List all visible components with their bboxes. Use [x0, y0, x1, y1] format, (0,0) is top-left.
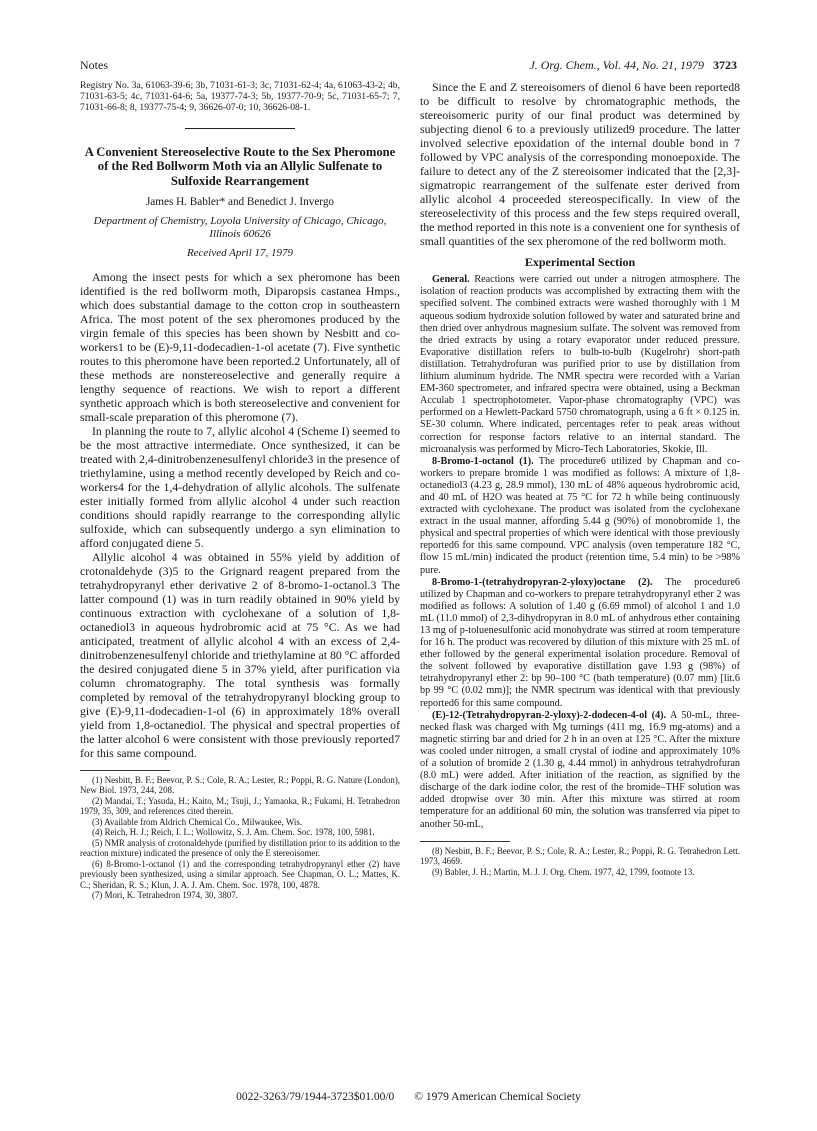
section-divider	[185, 128, 295, 129]
running-header-section: Notes	[80, 58, 108, 72]
footnote: (7) Mori, K. Tetrahedron 1974, 30, 3807.	[92, 890, 238, 901]
footnote-divider	[420, 841, 510, 842]
paragraph-text: The procedure6 utilized by Chapman and co-workers to prepare tetrahydropyranyl ether 2 was modified as follows: A solution of 1.40 g (6.69 mmol) of alcohol 1 and 1.0 mL (11.0 mmol) of 2,3-dihydropyran in 8.0 mL of anhydrous ether containing 13 mg of p-toluenesulfonic acid monohydrate was stirred at room temperature for 16 h. The product was recovered by dilution of this mixture with 25 mL of ether followed by the general experimental isolation procedure. Removal of the solvent followed by evaporative distillation gave 1.93 g (98%) of tetrahydropyranyl ether 2: bp 90–100 °C (bath temperature) (0.07 mm) [lit.6 bp 99 °C (0.02 mm)]; the NMR spectrum was identical with that previously reported6 for this same compound.	[420, 576, 740, 709]
copyright: © 1979 American Chemical Society	[414, 1091, 581, 1103]
experimental-paragraph	[420, 710, 740, 831]
experimental-paragraph	[420, 456, 740, 577]
page-footer	[0, 1091, 817, 1103]
registry-numbers: Registry No. 3a, 61063-39-6; 3b, 71031-61-3; 3c, 71031-62-4; 4a, 61063-43-2; 4b, 71031-63-5; 4c, 71031-64-6; 5a, 19377-74-3; 5b, 19377-70-9; 5c, 71031-65-7; 7, 71031-66-8; 8, 19377-75-4; 9, 36626-07-0; 10, 36626-08-1.	[80, 80, 400, 114]
paragraph-text: A 50-mL, three-necked flask was charged with Mg turnings (411 mg, 16.9 mg-atoms) and a magnetic stirring bar and dried for 2 h in an oven at 125 °C. After the mixture was cooled under nitrogen, a small crystal of iodine and approximately 10% of a solution of bromide 2 (1.30 g, 4.44 mmol) in anhydrous tetrahydrofuran (8.0 mL) were added. After initiation of the reaction, as signified by the discharge of the dark iodine color, the rest of the bromide–THF solution was added dropwise over 30 min. After this mixture was stirred at room temperature for an additional 60 min, the solution was transferred via pipet to another 50-mL,	[420, 709, 740, 830]
footnote: (5) NMR analysis of crotonaldehyde (purified by distillation prior to its addition to the reaction mixture) indicated the presence of only the E stereoisomer.	[80, 837, 400, 859]
received-date: Received April 17, 1979	[186, 246, 294, 259]
running-header-journal	[529, 58, 737, 73]
experimental-heading: Experimental Section	[524, 255, 636, 269]
footnote: (3) Available from Aldrich Chemical Co., Milwaukee, Wis.	[92, 816, 303, 827]
experimental-paragraph	[420, 577, 740, 710]
journal-citation: J. Org. Chem., Vol. 44, No. 21, 1979	[529, 58, 704, 72]
paragraph-heading: 8-Bromo-1-(tetrahydropyran-2-yloxy)octane (2).	[432, 576, 653, 588]
footnote: (1) Nesbitt, B. F.; Beevor, P. S.; Cole, R. A.; Lester, R.; Poppi, R. G. Nature (London), New Biol. 1973, 244, 208.	[80, 774, 400, 796]
experimental-paragraph	[420, 274, 740, 455]
page-number: 3723	[713, 58, 737, 72]
paragraph-text: Reactions were carried out under a nitrogen atmosphere. The isolation of reaction products was accomplished by extracting them with the specified solvent. The combined extracts were washed thoroughly with 1 M aqueous sodium hydroxide solution followed by water and saturated brine and then dried over anhydrous magnesium sulfate. The solvent was removed from the dried extracts by using a rotary evaporator under reduced pressure. Evaporative distillation refers to bulb-to-bulb (Kugelrohr) short-path distillation. Tetrahydrofuran was purified prior to use by distillation from lithium aluminum hydride. The NMR spectra were recorded with a Varian EM-360 spectrometer, and infrared spectra were obtained, using a Beckman Acculab 1 spectrophotometer. Vapor-phase chromatography (VPC) was performed on a Hewlett-Packard 5750 chromatograph, using a 6 ft × 0.125 in. SE-30 column. Where indicated, percentages refer to peak areas without correction for response factors relative to an internal standard. The microanalysis was performed by Micro-Tech Laboratories, Skokie, Ill.	[420, 274, 740, 455]
footnote: (4) Reich, H. J.; Reich, I. L.; Wollowitz, S. J. Am. Chem. Soc. 1978, 100, 5981.	[92, 827, 375, 838]
article-title: A Convenient Stereoselective Route to the Sex Pheromone of the Red Bollworm Moth via an Allylic Sulfenate to Sulfoxide Rearrangement	[84, 144, 396, 188]
paragraph-text: The procedure6 utilized by Chapman and co-workers to prepare bromide 1 was modified as follows: A mixture of 1,8-octanediol3 (4.23 g, 28.9 mmol), 130 mL of 48% aqueous hydrobromic acid, and 40 mL of H2O was heated at 75 °C for 72 h while being continuously extracted with cyclohexane. The product was isolated from the cyclohexane extract in the usual manner, affording 5.44 g (90%) of monobromide 1, the physical and spectral properties of which were identical with those previously reported6 for this same compound. VPC analysis (oven temperature 182 °C, flow 15 mL/min) indicated the product (retention time, 5.4 min) to be >98% pure.	[420, 455, 740, 576]
paragraph: Among the insect pests for which a sex pheromone has been identified is the red bollworm moth, Diparopsis castanea Hmps., which does substantial damage to the cotton crop in southeastern Africa. The most potent of the sex pheromones produced by the virgin female of this species has been shown by Nesbitt and co-workers1 to be (E)-9,11-dodecadien-1-ol acetate (7). Five synthetic routes to this pheromone have been reported.2 Unfortunately, all of these methods are nonstereoselective and generally require a lengthy sequence of reactions. We wish to report a different synthetic approach which is both stereoselective and convenient for small-scale preparation of this pheromone (7).	[80, 269, 400, 424]
affiliation: Department of Chemistry, Loyola University of Chicago, Chicago, Illinois 60626	[93, 215, 387, 240]
footnote: (9) Babler, J. H.; Martin, M. J. J. Org. Chem. 1977, 42, 1799, footnote 13.	[432, 866, 695, 877]
footnote: (6) 8-Bromo-1-octanol (1) and the corresponding tetrahydropyranyl ether (2) have previously been synthesized, using a similar approach. See Chapman, O. L.; Mattes, K. C.; Sheridan, R. S.; Klun, J. A. J. Am. Chem. Soc. 1978, 100, 4878.	[80, 858, 400, 890]
footnotes	[80, 775, 400, 901]
paragraph: In planning the route to 7, allylic alcohol 4 (Scheme I) seemed to be the most attractive intermediate. Once synthesized, it can be treated with 2,4-dinitrobenzenesulfenyl chloride3 in the presence of triethylamine, using a method recently developed by Reich and co-workers4 for the 1,4-dehydration of allylic alcohols. The sulfenate ester initially formed from allylic alcohol 4 under such reaction conditions should rapidly rearrange to the corresponding allylic sulfoxide, which can subsequently undergo a syn elimination to afford conjugated diene 5.	[80, 423, 400, 550]
article-code: 0022-3263/79/1944-3723$01.00/0	[236, 1091, 395, 1103]
paragraph: Since the E and Z stereoisomers of dienol 6 have been reported8 to be difficult to resolve by chromatographic methods, the stereoisomeric purity of our final product was determined by subjecting dienol 6 to a previously utilized9 procedure. The latter involved selective epoxidation of the internal double bond in 7 followed by VPC analysis of the corresponding monoepoxide. The failure to detect any of the Z stereoisomer indicated that the [2,3]-sigmatropic rearrangement of the sulfenate ester derived from allylic alcohol 4 proceeded stereospecifically. In view of the stereoselectivity of this process and the few steps required overall, the method reported in this note is a convenient one for synthesis of small quantities of the sex pheromone of the red bollworm moth.	[420, 80, 740, 248]
paragraph: Allylic alcohol 4 was obtained in 55% yield by addition of crotonaldehyde (3)5 to the Grignard reagent prepared from the tetrahydropyranyl ether derivative 2 of 8-bromo-1-octanol.3 The latter compound (1) was in turn readily obtained in 90% yield by continuous extraction with cyclohexane of a solution of 1,8-octanediol3 in aqueous hydrobromic acid at 75 °C. As we had anticipated, treatment of allylic alcohol 4 with an excess of 2,4-dinitrobenzenesulfenyl chloride and triethylamine at 80 °C afforded the desired conjugated diene 5 in 37% yield, after purification via column chromatography. The total synthesis was formally completed by removal of the tetrahydropyranyl blocking group to give (E)-9,11-dodecadien-1-ol (6) in approximately 18% overall yield from 1,8-octanediol. The physical and spectral properties of the latter alcohol 6 were consistent with those previously reported7 for this same compound.	[80, 549, 400, 760]
introduction	[80, 270, 400, 760]
footnotes	[420, 846, 740, 878]
footnote-divider	[80, 770, 170, 771]
paragraph-heading: General.	[432, 274, 470, 286]
authors: James H. Babler* and Benedict J. Invergo	[145, 196, 335, 209]
right-column	[420, 80, 740, 877]
paragraph-heading: (E)-12-(Tetrahydropyran-2-yloxy)-2-dodecen-4-ol (4).	[432, 709, 667, 721]
paragraph-heading: 8-Bromo-1-octanol (1).	[432, 455, 534, 467]
experimental-section	[420, 274, 740, 830]
left-column	[80, 80, 400, 901]
footnote: (2) Mandai, T.; Yasuda, H.; Kaito, M.; Tsuji, J.; Yamaoka, R.; Fukami, H. Tetrahedron 1979, 35, 309, and references cited therein.	[80, 795, 400, 817]
footnote: (8) Nesbitt, B. F.; Beevor, P. S.; Cole, R. A.; Lester, R.; Poppi, R. G. Tetrahedron Lett. 1973, 4669.	[420, 845, 740, 867]
